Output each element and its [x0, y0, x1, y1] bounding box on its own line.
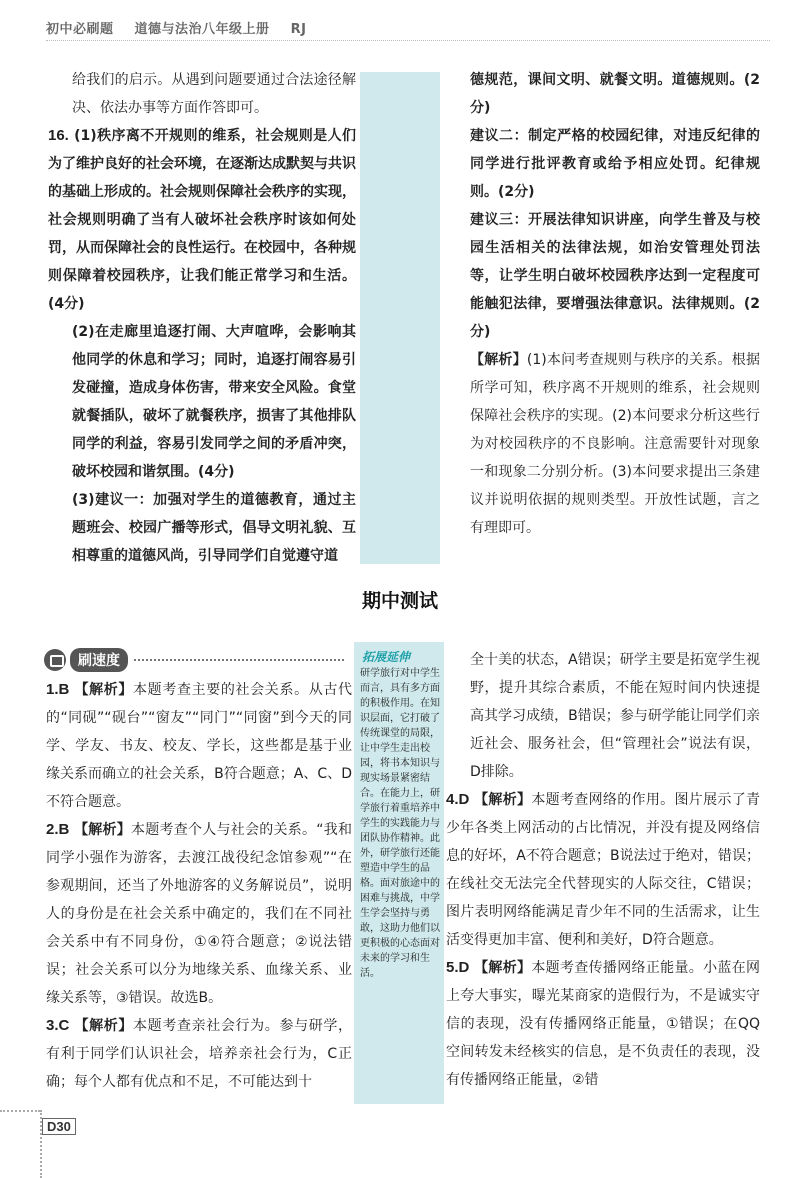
answer-16-part3: (3)建议一：加强对学生的道德教育，通过主题班会、校园广播等形式，倡导文明礼貌、互相尊重的道德风尚，引导同学们自觉遵守道 — [72, 492, 356, 564]
header-subject: 道德与法治八年级上册 — [134, 22, 270, 37]
answer-2-letter: B — [58, 821, 70, 838]
running-header — [46, 18, 322, 37]
answer-5-text: 本题考查传播网络正能量。小蓝在网上夸大事实，曝光某商家的造假行为，不是诚实守信的表现，没有传播网络正能量，①错误；在QQ空间转发未经核实的信息，是不负责任的表现，没有传播网络正能量，②错 — [446, 960, 761, 1088]
answer-1 — [46, 676, 352, 816]
suggestion-three: 建议三：开展法律知识讲座，向学生普及与校园生活相关的法律法规，如治安管理处罚法等，让学生明白破坏校园秩序达到一定程度可能触犯法律，要增强法律意识。法律规则。(2分) — [470, 212, 760, 340]
answer-3-text: 本题考查亲社会行为。参与研学，有利于同学们认识社会，培养亲社会行为，C正确；每个人都有优点和不足，不可能达到十 — [46, 1018, 353, 1090]
answer-2-number: 2. — [46, 821, 59, 838]
answer-3 — [46, 1012, 352, 1096]
answer-1-letter: B — [58, 681, 70, 698]
answer-16-part2: (2)在走廊里追逐打闹、大声喧哗，会影响其他同学的休息和学习；同时，追逐打闹容易引发碰撞，造成身体伤害，带来安全风险。食堂就餐插队，破坏了就餐秩序，损害了其他排队同学的利益，容易引发同学之间的矛盾冲突，破坏校园和谐氛围。(4分) — [72, 324, 356, 480]
answer-3-tag: 【解析】 — [74, 1018, 134, 1034]
section-title: 期中测试 — [361, 590, 438, 612]
top-left-column — [48, 66, 356, 570]
extension-text: 研学旅行对中学生而言，具有多方面的积极作用。在知识层面，它打破了传统课堂的局限，让中学生走出校园，将书本知识与现实场景紧密结合。在能力上，研学旅行着重培养中学生的实践能力与团队协作精神。此外，研学旅行还能塑造中学生的品格。面对旅途中的困难与挑战，中学生学会坚持与勇敢，这助力他们以更积极的心态面对未来的学习和生活。 — [360, 668, 440, 979]
analysis-16-text: (1)本问考查规则与秩序的关系。根据所学可知，秩序离不开规则的维系，社会规则保障社会秩序的实现。(2)本问要求分析这些行为对校园秩序的不良影响。注意需要针对现象一和现象二分别分析。(3)本问要求提出三条建议并说明依据的规则类型。开放性试题，言之有理即可。 — [470, 352, 760, 536]
answer-16-part1-text: (1)秩序离不开规则的维系，社会规则是人们为了维护良好的社会环境，在逐渐达成默契与共识的基础上形成的。社会规则保障社会秩序的实现，社会规则明确了当有人破坏社会秩序时该如何处罚，从而保障社会的良性运行。在校园中，各种规则保障着校园秩序，让我们能正常学习和生活。(4分) — [48, 128, 356, 312]
answer-2-text: 本题考查个人与社会的关系。“我和同学小强作为游客，去渡江战役纪念馆参观”“在参观期间，还当了外地游客的义务解说员”，说明人的身份是在社会关系中确定的，我们在不同社会关系中有不同身份，①④符合题意；②说法错误；社会关系可以分为地缘关系、血缘关系、业缘关系等，③错误。故选B。 — [46, 822, 352, 1006]
answer-5 — [446, 954, 760, 1094]
analysis-tag: 【解析】 — [470, 352, 527, 368]
top-right-column — [470, 66, 760, 542]
suggestion-two: 建议二：制定严格的校园纪律，对违反纪律的同学进行批评教育或给予相应处罚。纪律规则。(2分) — [470, 128, 760, 200]
answer-16-part1 — [48, 122, 356, 318]
answer-1-text: 本题考查主要的社会关系。从古代的“同砚”“砚台”“窗友”“同门”“同窗”到今天的同学、学友、书友、校友、学长，这些都是基于业缘关系而确立的社会关系，B符合题意；A、C、D不符合题意。 — [46, 682, 353, 810]
answer-4-number: 4. — [446, 791, 459, 808]
header-series: 初中必刷题 — [46, 22, 114, 37]
corner-dotted-line — [0, 1110, 40, 1112]
answer-3-cont — [470, 646, 760, 786]
badge-dotted-line — [134, 659, 344, 661]
analysis-16 — [470, 346, 760, 542]
bottom-left-column — [46, 676, 353, 1096]
speed-badge — [44, 648, 344, 672]
header-edition: RJ — [290, 22, 307, 37]
question-16-number: 16. — [48, 127, 69, 144]
answer-3-number: 3. — [46, 1017, 59, 1034]
answer-4-letter: D — [458, 791, 470, 808]
page-number: D30 — [42, 1118, 76, 1135]
speed-badge-label: 刷速度 — [70, 648, 128, 672]
answer-1-number: 1. — [46, 681, 59, 698]
top-center-strip — [360, 72, 440, 564]
continued-text: 给我们的启示。从遇到问题要通过合法途径解决、依法办事等方面作答即可。 — [72, 72, 356, 116]
bottom-right-column — [446, 646, 761, 1094]
answer-3-cont-text: 全十美的状态，A错误；研学主要是拓宽学生视野，提升其综合素质，不能在短时间内快速提高其学习成绩，B错误；参与研学能让同学们亲近社会、服务社会，但“管理社会”说法有误，D排除。 — [470, 652, 760, 780]
header-divider — [46, 40, 770, 41]
answer-2-tag: 【解析】 — [74, 822, 132, 838]
answer-1-tag: 【解析】 — [74, 682, 134, 698]
answer-4 — [446, 786, 760, 954]
answer-4-text: 本题考查网络的作用。图片展示了青少年各类上网活动的占比情况，并没有提及网络信息的好坏，A不符合题意；B说法过于绝对，错误；在线社交无法完全代替现实的人际交往，C错误；图片表明网络能满足青少年不同的生活需求，让生活变得更加丰富、便利和美好，D符合题意。 — [446, 792, 761, 948]
answer-16-cont: 德规范，课间文明、就餐文明。道德规则。(2分) — [470, 72, 760, 116]
answer-5-tag: 【解析】 — [474, 960, 532, 976]
answer-3-letter: C — [58, 1017, 70, 1034]
book-icon — [44, 649, 66, 671]
answer-2 — [46, 816, 352, 1012]
answer-4-tag: 【解析】 — [474, 792, 532, 808]
answer-5-letter: D — [458, 959, 470, 976]
answer-5-number: 5. — [446, 959, 459, 976]
extension-title: 拓展延伸 — [362, 650, 411, 664]
